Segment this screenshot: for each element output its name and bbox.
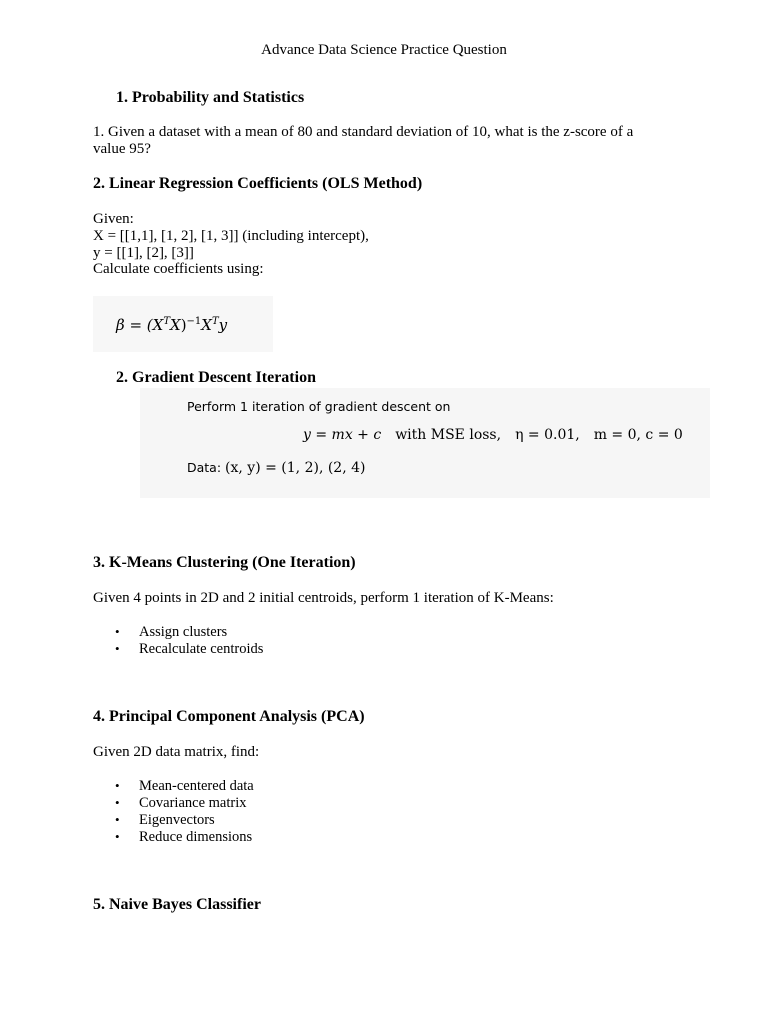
section-heading-gradient-descent: 2. Gradient Descent Iteration bbox=[116, 369, 316, 386]
gd-learning-rate: η = 0.01, bbox=[515, 427, 580, 443]
list-item-label: Covariance matrix bbox=[139, 795, 247, 811]
formula-part: β = ( bbox=[116, 316, 153, 334]
list-item-label: Eigenvectors bbox=[139, 812, 215, 828]
list-item bbox=[115, 811, 215, 829]
y-matrix-line: y = [[1], [2], [3]] bbox=[93, 245, 194, 261]
formula-part: ) bbox=[180, 316, 187, 334]
bullet-icon: • bbox=[115, 829, 120, 844]
ols-formula-image bbox=[93, 296, 273, 352]
list-item bbox=[115, 828, 252, 846]
gd-equation: y = mx + c bbox=[303, 427, 382, 443]
bullet-icon: • bbox=[115, 812, 120, 827]
gd-data-pairs: (x, y) = (1, 2), (2, 4) bbox=[225, 460, 366, 476]
section-heading-ols: 2. Linear Regression Coefficients (OLS Method) bbox=[93, 175, 423, 192]
section-heading-naive-bayes: 5. Naive Bayes Classifier bbox=[93, 896, 261, 913]
x-matrix-line: X = [[1,1], [1, 2], [1, 3]] (including intercept), bbox=[93, 228, 369, 244]
question-text-line: value 95? bbox=[93, 141, 151, 157]
gd-loss-text: with MSE loss, bbox=[395, 427, 502, 443]
formula-part: y bbox=[218, 316, 228, 334]
bullet-icon: • bbox=[115, 778, 120, 793]
pca-description: Given 2D data matrix, find: bbox=[93, 744, 260, 760]
document-title: Advance Data Science Practice Question bbox=[261, 42, 507, 58]
kmeans-description: Given 4 points in 2D and 2 initial centroids, perform 1 iteration of K-Means: bbox=[93, 590, 554, 606]
section-heading-probability: 1. Probability and Statistics bbox=[116, 89, 305, 106]
list-item-label: Recalculate centroids bbox=[139, 641, 264, 657]
gd-initial-values: m = 0, c = 0 bbox=[593, 427, 683, 443]
gd-intro-text: Perform 1 iteration of gradient descent on bbox=[187, 399, 451, 414]
gd-equation-line bbox=[303, 427, 683, 443]
bullet-icon: • bbox=[115, 624, 120, 639]
list-item-label: Mean-centered data bbox=[139, 778, 254, 794]
list-item bbox=[115, 623, 227, 641]
list-item bbox=[115, 794, 247, 812]
formula-superscript: T bbox=[163, 316, 170, 327]
calculate-instruction: Calculate coefficients using: bbox=[93, 261, 264, 277]
section-heading-pca: 4. Principal Component Analysis (PCA) bbox=[93, 708, 365, 725]
list-item-label: Reduce dimensions bbox=[139, 829, 253, 845]
formula-superscript: T bbox=[211, 316, 219, 327]
list-item bbox=[115, 640, 263, 658]
list-item-label: Assign clusters bbox=[139, 624, 228, 640]
given-label: Given: bbox=[93, 211, 134, 227]
question-text-line: 1. Given a dataset with a mean of 80 and standard deviation of 10, what is the z-score of a bbox=[93, 124, 634, 140]
gd-data-line bbox=[187, 460, 365, 476]
bullet-icon: • bbox=[115, 795, 120, 810]
formula-superscript: −1 bbox=[186, 316, 202, 327]
formula-part: X bbox=[201, 316, 212, 334]
formula-part: X bbox=[170, 316, 181, 334]
list-item bbox=[115, 777, 254, 795]
gd-data-label: Data: bbox=[187, 460, 222, 475]
gradient-descent-image bbox=[140, 388, 710, 498]
ols-formula bbox=[116, 316, 227, 334]
section-heading-kmeans: 3. K-Means Clustering (One Iteration) bbox=[93, 554, 356, 571]
bullet-icon: • bbox=[115, 641, 120, 656]
formula-part: X bbox=[152, 316, 164, 334]
